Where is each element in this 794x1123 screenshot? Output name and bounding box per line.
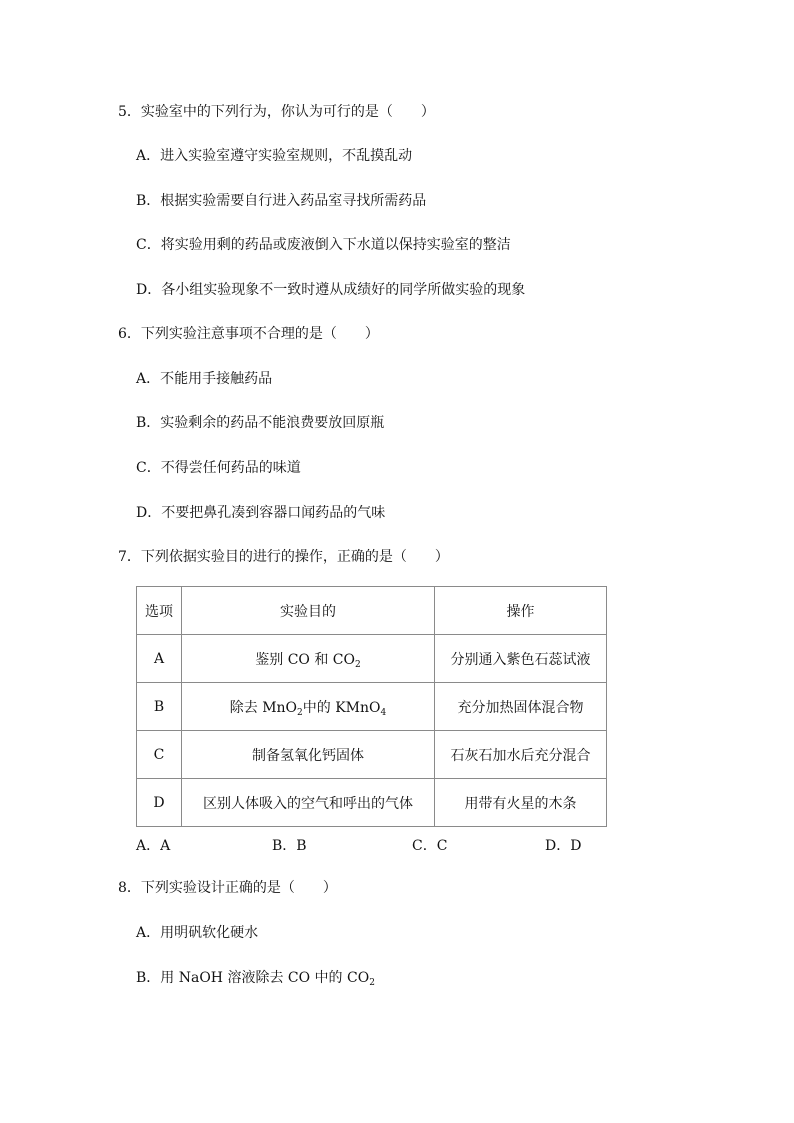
question-7-stem: 7．下列依据实验目的进行的操作，正确的是（ ） — [118, 549, 449, 565]
question-5-stem: 5．实验室中的下列行为，你认为可行的是（ ） — [118, 104, 435, 120]
table-cell-purpose: 制备氢氧化钙固体 — [182, 731, 435, 779]
question-5-option-d: D．各小组实验现象不一致时遵从成绩好的同学所做实验的现象 — [136, 282, 526, 298]
experiment-table — [136, 586, 607, 827]
table-header-operation: 操作 — [435, 587, 607, 635]
table-cell-purpose: 除去 MnO$_2$中的 KMnO$_4$ — [182, 683, 435, 731]
question-7-answer-b: B．B — [272, 838, 307, 854]
question-6-option-a: A．不能用手接触药品 — [136, 371, 273, 387]
question-6-option-d: D．不要把鼻孔凑到容器口闻药品的气味 — [136, 505, 386, 521]
table-row — [137, 635, 607, 683]
table-row — [137, 779, 607, 827]
table-cell-operation: 分别通入紫色石蕊试液 — [435, 635, 607, 683]
question-6-stem: 6．下列实验注意事项不合理的是（ ） — [118, 326, 379, 342]
table-row — [137, 683, 607, 731]
question-8-option-a: A．用明矾软化硬水 — [136, 925, 259, 941]
question-7-answer-a: A．A — [136, 838, 171, 854]
question-5-option-c: C．将实验用剩的药品或废液倒入下水道以保持实验室的整洁 — [136, 237, 511, 253]
question-8-stem: 8．下列实验设计正确的是（ ） — [118, 880, 337, 896]
table-header-row — [137, 587, 607, 635]
table-row — [137, 731, 607, 779]
table-cell-option: A — [137, 635, 182, 683]
question-6-option-b: B．实验剩余的药品不能浪费要放回原瓶 — [136, 415, 385, 431]
question-8-option-b: B．用 NaOH 溶液除去 CO 中的 $CO_2$ — [136, 970, 375, 988]
table-header-option: 选项 — [137, 587, 182, 635]
table-cell-option: B — [137, 683, 182, 731]
table-header-purpose: 实验目的 — [182, 587, 435, 635]
question-5-option-b: B．根据实验需要自行进入药品室寻找所需药品 — [136, 193, 427, 209]
table-cell-purpose: 鉴别 CO 和 $CO_2$ — [182, 635, 435, 683]
table-cell-operation: 充分加热固体混合物 — [435, 683, 607, 731]
table-cell-purpose: 区别人体吸入的空气和呼出的气体 — [182, 779, 435, 827]
question-5-option-a: A．进入实验室遵守实验室规则，不乱摸乱动 — [136, 148, 413, 164]
table-cell-option: C — [137, 731, 182, 779]
question-7-answer-d: D．D — [545, 838, 582, 854]
table-cell-operation: 石灰石加水后充分混合 — [435, 731, 607, 779]
question-7-answer-c: C．C — [412, 838, 448, 854]
table-cell-operation: 用带有火星的木条 — [435, 779, 607, 827]
table-cell-option: D — [137, 779, 182, 827]
question-6-option-c: C．不得尝任何药品的味道 — [136, 460, 301, 476]
